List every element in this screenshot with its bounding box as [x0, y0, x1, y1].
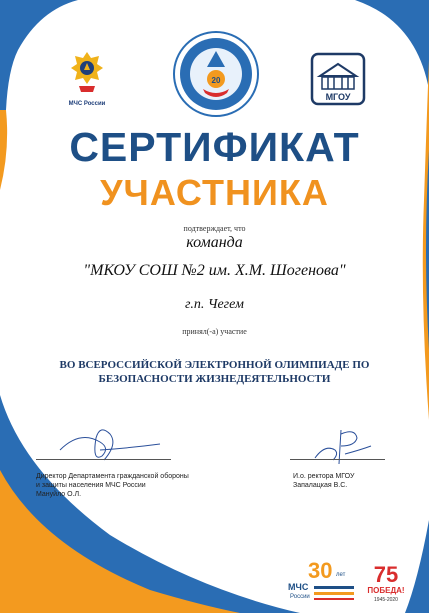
- mchs30-org: МЧС: [288, 582, 309, 592]
- confirms-text: подтверждает, что: [183, 224, 246, 233]
- left-signer-line2: и защиты населения МЧС России: [36, 482, 146, 489]
- mchs-logo-caption: МЧС России: [68, 101, 106, 107]
- olympiad-emblem: [173, 31, 259, 117]
- certificate-title: СЕРТИФИКАТ: [69, 124, 360, 170]
- left-signature-line: [36, 459, 171, 460]
- olympiad-name-line1: ВО ВСЕРОССИЙСКОЙ ЭЛЕКТРОННОЙ ОЛИМПИАДЕ ПО: [59, 359, 370, 371]
- took-part-text: принял(-а) участие: [182, 327, 247, 336]
- mchs30-number: 30: [308, 558, 333, 583]
- team-word: команда: [186, 234, 243, 251]
- mgou-logo-text: МГОУ: [325, 92, 351, 102]
- victory-word: ПОБЕДА!: [367, 586, 405, 595]
- city-name: г.п. Чегем: [185, 297, 244, 312]
- mchs30-country: России: [290, 594, 310, 600]
- left-signer: [36, 472, 246, 499]
- right-signer-name: Запалацкая В.С.: [293, 482, 348, 489]
- team-name: "МКОУ СОШ №2 им. Х.М. Шогенова": [83, 262, 346, 279]
- right-signature-line: [290, 459, 385, 460]
- certificate-subtitle: УЧАСТНИКА: [100, 172, 329, 213]
- right-signer: [293, 472, 403, 490]
- mchs-30-years-badge: [278, 556, 356, 602]
- right-signer-line1: И.о. ректора МГОУ: [293, 473, 355, 480]
- olympiad-name: [40, 358, 389, 386]
- mgou-logo: [310, 52, 366, 106]
- victory-number: 75: [373, 562, 399, 587]
- olympiad-name-line2: БЕЗОПАСНОСТИ ЖИЗНЕДЕЯТЕЛЬНОСТИ: [98, 373, 331, 385]
- victory-75-badge: [362, 558, 410, 606]
- left-signer-name: Мануйло О.Л.: [36, 491, 82, 498]
- victory-years: 1945-2020: [374, 597, 398, 603]
- mchs30-suffix: лет: [336, 572, 346, 578]
- frame-top-right-blue: [355, 0, 429, 90]
- left-signature: [40, 420, 170, 464]
- left-signer-line1: Директор Департамента гражданской обороны: [36, 473, 189, 480]
- olympiad-emblem-year: 20: [211, 76, 221, 85]
- mchs-logo: [60, 50, 114, 107]
- mchs-emblem-icon: [69, 50, 105, 94]
